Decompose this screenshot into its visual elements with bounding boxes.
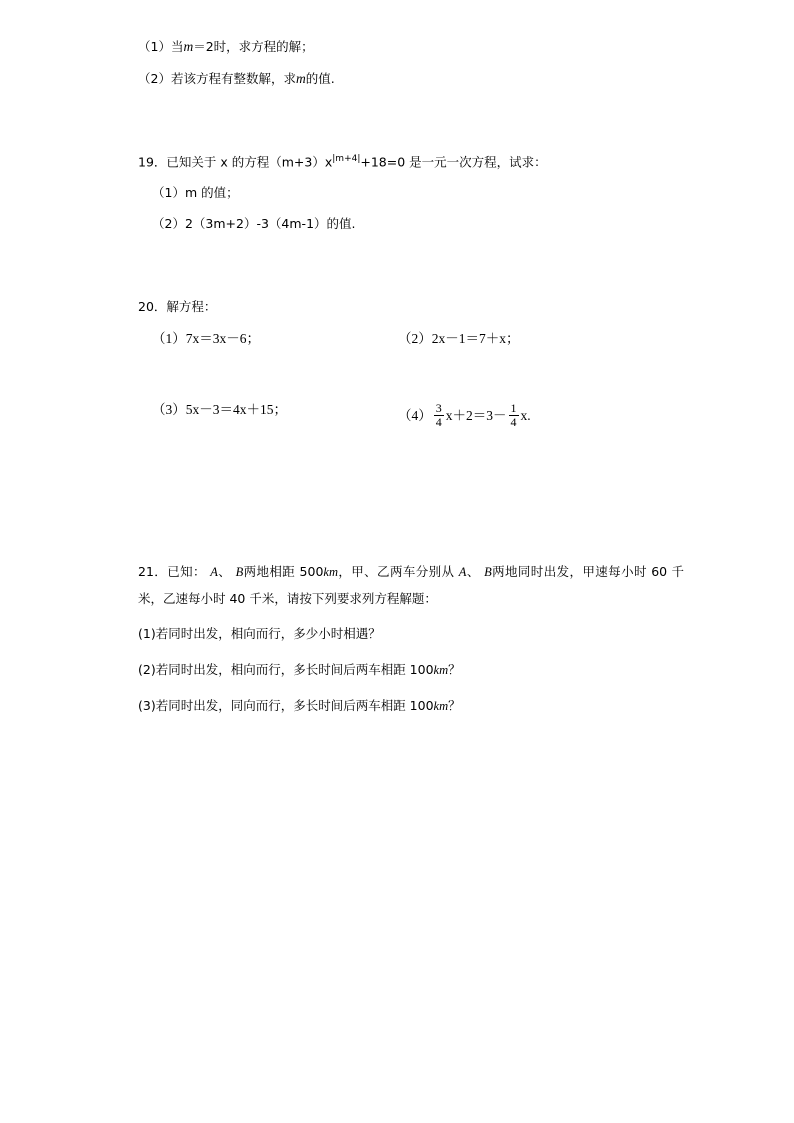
- q21-unit-km-1: km: [323, 564, 338, 579]
- q20-row-1: [138, 332, 684, 346]
- top-item-1-rest: ＝2时，求方程的解；: [193, 39, 314, 54]
- q19-item-2: （2）2（3m+2）-3（4m-1）的值.: [152, 215, 356, 231]
- question-21: [138, 559, 684, 720]
- q21-stem-t1: 两地相距 500: [243, 563, 324, 579]
- q19-number: 19．: [138, 154, 167, 170]
- spacer: [138, 314, 684, 332]
- q20-eq-1: （1）7x＝3x－6；: [152, 330, 260, 346]
- spacer: [138, 501, 684, 559]
- top-item-2: [138, 72, 684, 86]
- q21-stem: [138, 559, 684, 611]
- spacer: [138, 647, 684, 657]
- top-item-1-label: （1）当: [138, 39, 184, 54]
- spacer: [138, 683, 684, 693]
- spacer: [138, 54, 684, 72]
- fraction-numerator: 3: [435, 401, 442, 415]
- q21-stem-t4: 小时 60 千米，乙速每小时 40 千米，请按下列要求列方程解题：: [138, 563, 684, 606]
- q19-stem-b: +18=0 是一元一次方程，试求：: [360, 154, 547, 170]
- q21-point-a2: A: [458, 564, 467, 579]
- q20-eq-2: （2）2x－1＝7＋x；: [398, 330, 520, 346]
- q19-stem: [138, 155, 684, 169]
- q21-stem-t2: ，甲、乙两车分别从: [337, 563, 459, 579]
- q21-item-3: [138, 693, 684, 720]
- top-item-2-rest: 的值.: [305, 70, 335, 86]
- q21-point-b1: B: [235, 564, 244, 579]
- fraction-denominator: 4: [435, 415, 442, 430]
- q21-point-b2: B: [484, 564, 492, 579]
- top-item-2-label: （2）若该方程有整数解，求: [138, 70, 296, 86]
- q21-stem-lead: 已知：: [167, 563, 206, 579]
- q21-number: 21．: [138, 563, 168, 579]
- q21-sep-1: 、: [217, 563, 232, 579]
- q20-number: 20．: [138, 299, 167, 314]
- top-continuation-block: [138, 40, 684, 85]
- spacer: [138, 200, 684, 218]
- q20-eq-3: （3）5x－3＝4x＋15；: [152, 402, 287, 417]
- q21-sep-2: 、: [466, 563, 480, 579]
- q20-title-line: [138, 300, 684, 314]
- q21-item-3-text: (3)若同时出发，同向而行，多长时间后两车相距 100: [138, 698, 434, 714]
- q20-eq-4-prefix: （4）: [398, 408, 432, 424]
- q20-row-2: [138, 403, 684, 431]
- q21-point-a1: A: [210, 564, 218, 579]
- q21-item-3-unit-km: km: [433, 699, 449, 714]
- q21-item-2-text: (2)若同时出发，相向而行，多长时间后两车相距 100: [138, 661, 434, 677]
- q21-item-1-suffix: ？: [368, 626, 381, 642]
- q19-stem-a: 已知关于 x 的方程（m+3）x: [166, 154, 333, 170]
- q19-stem-exponent: |m+4|: [332, 154, 361, 164]
- question-20: [138, 300, 684, 431]
- spacer: [138, 431, 684, 501]
- q20-title: 解方程：: [166, 299, 217, 314]
- top-item-1: [138, 40, 684, 54]
- q21-stem-t3: 两地同时出发，甲速每: [491, 563, 622, 579]
- q20-eq-4-middle: x＋2＝3－: [445, 408, 507, 424]
- q21-item-3-suffix: ？: [448, 698, 461, 714]
- spacer: [138, 611, 684, 621]
- q21-item-1-text: (1)若同时出发，相向而行，多少小时相遇: [138, 626, 369, 642]
- spacer: [138, 230, 684, 300]
- q20-eq-4: [398, 403, 684, 431]
- q19-item-1: （1）m 的值；: [152, 185, 239, 200]
- spacer: [138, 345, 684, 403]
- fraction-denominator: 4: [510, 415, 517, 430]
- top-item-2-var: m: [295, 70, 306, 86]
- q21-item-1: [138, 621, 684, 647]
- top-item-1-var: m: [183, 39, 194, 54]
- q20-eq-4-fraction-2: [509, 402, 519, 430]
- q20-eq-4-fraction-1: [434, 402, 444, 430]
- question-19: [138, 155, 684, 230]
- q20-eq-4-suffix: x.: [520, 408, 531, 424]
- fraction-numerator: 1: [510, 401, 517, 415]
- q21-item-2: [138, 657, 684, 684]
- spacer: [138, 85, 684, 155]
- q21-item-2-unit-km: km: [433, 662, 449, 677]
- q21-item-2-suffix: ？: [448, 661, 461, 677]
